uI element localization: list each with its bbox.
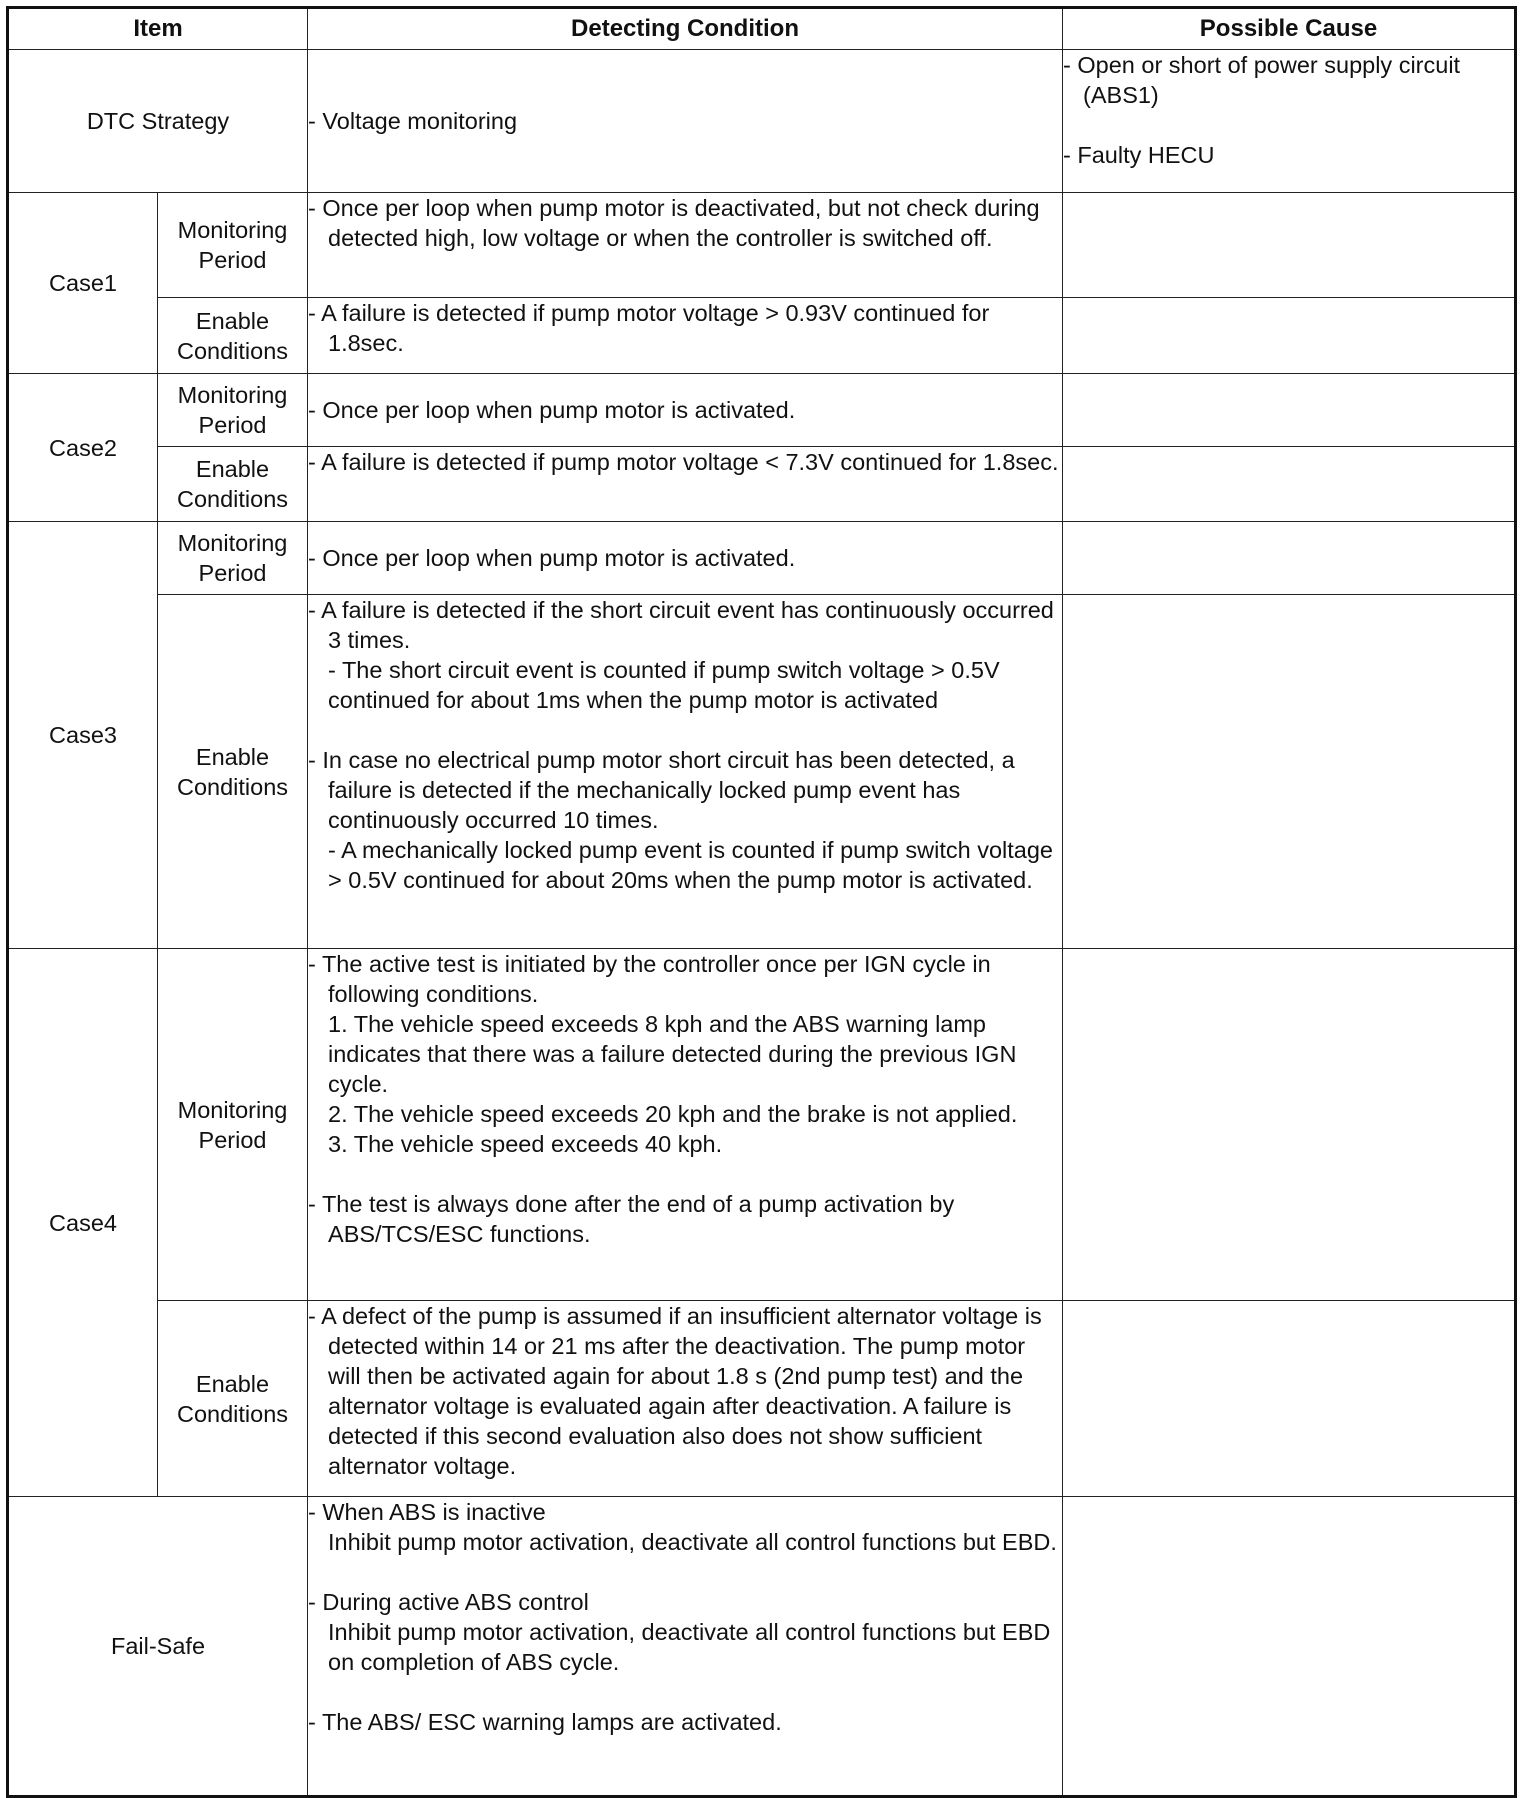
case3-enable-cause bbox=[1063, 595, 1516, 949]
strategy-label: DTC Strategy bbox=[8, 50, 308, 193]
case1-monitoring-row bbox=[8, 193, 1516, 298]
case1-monitoring: - Once per loop when pump motor is deactivated, but not check during detected high, low voltage or when the controller is switched off. bbox=[308, 193, 1063, 298]
case4-enable: - A defect of the pump is assumed if an insufficient alternator voltage is detected within 14 or 21 ms after the deactivation. The pump motor will then be activated again for about 1.8 s (2nd pump test) and the alternator voltage is evaluated again after deactivation. A failure is detected if this second evaluation also does not show sufficient alternator voltage. bbox=[308, 1301, 1063, 1497]
dtc-table bbox=[6, 6, 1517, 1798]
case1-enable-row bbox=[8, 298, 1516, 374]
strategy-row bbox=[8, 50, 1516, 193]
case4-enable-cause bbox=[1063, 1301, 1516, 1497]
enable-conditions-label: Enable Conditions bbox=[158, 298, 308, 374]
case3-enable-row bbox=[8, 595, 1516, 949]
monitoring-period-label: Monitoring Period bbox=[158, 949, 308, 1301]
enable-conditions-label: Enable Conditions bbox=[158, 595, 308, 949]
monitoring-period-label: Monitoring Period bbox=[158, 374, 308, 447]
cause-hecu: - Faulty HECU bbox=[1063, 142, 1215, 168]
case3-monitoring: - Once per loop when pump motor is activated. bbox=[308, 522, 1063, 595]
case1-label: Case1 bbox=[8, 193, 158, 374]
case3-label: Case3 bbox=[8, 522, 158, 949]
case2-enable-row bbox=[8, 447, 1516, 522]
monitoring-period-label: Monitoring Period bbox=[158, 522, 308, 595]
failsafe-condition: - When ABS is inactive Inhibit pump motor activation, deactivate all control functions but EBD. - During active ABS control Inhibit pump motor activation, deactivate all control functions but EBD on completion of ABS cycle. - The ABS/ ESC warning lamps are activated. bbox=[308, 1497, 1063, 1797]
header-row bbox=[8, 8, 1516, 50]
strategy-cause bbox=[1063, 50, 1516, 193]
case2-monitoring-cause bbox=[1063, 374, 1516, 447]
case4-enable-row bbox=[8, 1301, 1516, 1497]
failsafe-cause bbox=[1063, 1497, 1516, 1797]
case4-monitoring-cause bbox=[1063, 949, 1516, 1301]
case2-monitoring-row bbox=[8, 374, 1516, 447]
strategy-condition: - Voltage monitoring bbox=[308, 50, 1063, 193]
case1-enable: - A failure is detected if pump motor voltage > 0.93V continued for 1.8sec. bbox=[308, 298, 1063, 374]
failsafe-label: Fail-Safe bbox=[8, 1497, 308, 1797]
case4-monitoring: - The active test is initiated by the controller once per IGN cycle in following conditions. 1. The vehicle speed exceeds 8 kph and the ABS warning lamp indicates that there was a failure detected during the previous IGN cycle. 2. The vehicle speed exceeds 20 kph and the brake is not applied. 3. The vehicle speed exceeds 40 kph. - The test is always done after the end of a pump activation by ABS/TCS/ESC functions. bbox=[308, 949, 1063, 1301]
header-condition: Detecting Condition bbox=[308, 8, 1063, 50]
cause-power-supply: - Open or short of power supply circuit (ABS1) bbox=[1063, 52, 1461, 108]
case2-label: Case2 bbox=[8, 374, 158, 522]
case4-monitoring-row bbox=[8, 949, 1516, 1301]
header-cause: Possible Cause bbox=[1063, 8, 1516, 50]
case1-enable-cause bbox=[1063, 298, 1516, 374]
case3-monitoring-cause bbox=[1063, 522, 1516, 595]
case3-monitoring-row bbox=[8, 522, 1516, 595]
case2-enable: - A failure is detected if pump motor voltage < 7.3V continued for 1.8sec. bbox=[308, 447, 1063, 522]
case3-enable: - A failure is detected if the short circuit event has continuously occurred 3 times. - The short circuit event is counted if pump switch voltage > 0.5V continued for about 1ms when the pump motor is activated - In case no electrical pump motor short circuit has been detected, a failure is detected if the mechanically locked pump event has continuously occurred 10 times. - A mechanically locked pump event is counted if pump switch voltage > 0.5V continued for about 20ms when the pump motor is activated. bbox=[308, 595, 1063, 949]
header-item: Item bbox=[8, 8, 308, 50]
enable-conditions-label: Enable Conditions bbox=[158, 447, 308, 522]
failsafe-row bbox=[8, 1497, 1516, 1797]
case2-monitoring: - Once per loop when pump motor is activated. bbox=[308, 374, 1063, 447]
case4-label: Case4 bbox=[8, 949, 158, 1497]
enable-conditions-label: Enable Conditions bbox=[158, 1301, 308, 1497]
case2-enable-cause bbox=[1063, 447, 1516, 522]
monitoring-period-label: Monitoring Period bbox=[158, 193, 308, 298]
case1-monitoring-cause bbox=[1063, 193, 1516, 298]
